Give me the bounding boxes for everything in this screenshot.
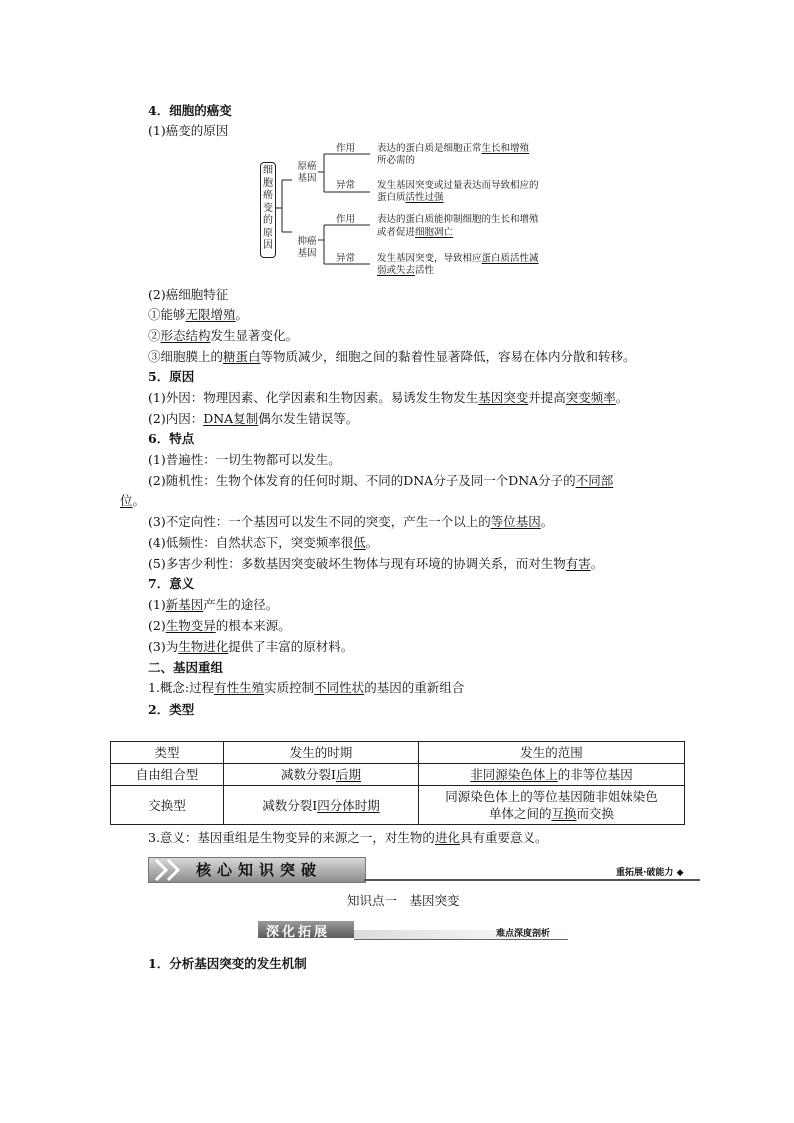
trait-universal: (1)普遍性：一切生物都可以发生。 [148, 452, 341, 467]
sub-banner-subtitle: 难点深度剖析 [496, 929, 551, 939]
table-row [111, 764, 685, 786]
trait-undirected: (3)不定向性：一个基因可以发生不同的突变，产生一个以上的等位基因。 [148, 514, 554, 529]
trait-random: (2)随机性：生物个体发育的任何时期、不同的DNA分子及同一个DNA分子的不同部 [148, 473, 614, 488]
feature-3: ③细胞膜上的糖蛋白等物质减少，细胞之间的黏着性显著降低，容易在体内分散和转移。 [148, 349, 636, 364]
proto-abnormal-text-2: 蛋白质活性过强 [377, 192, 444, 203]
recombination-types-table [110, 741, 685, 825]
cell-range: 同源染色体上的等位基因随非姐妹染色 单体之间的互换而交换 [419, 786, 685, 825]
section-6-title: 6．特点 [148, 431, 195, 446]
supp-role-text-2: 或者促进细胞凋亡 [377, 227, 454, 238]
supp-abnormal-label: 异常 [336, 253, 356, 264]
recomb-concept: 1.概念:过程有性生殖实质控制不同性状的基因的重新组合 [148, 680, 465, 695]
supp-abnormal-text: 发生基因突变，导致相应蛋白质活性减 [377, 253, 539, 264]
trait-low-frequency: (4)低频性：自然状态下，突变频率很低。 [148, 535, 379, 550]
section-4-title: 4．细胞的癌变 [148, 103, 232, 118]
feature-2: ②形态结构发生显著变化。 [148, 328, 299, 343]
table-row [111, 786, 685, 825]
analysis-title: 1．分析基因突变的发生机制 [148, 956, 307, 971]
cell-time: 减数分裂Ⅰ后期 [224, 764, 419, 786]
diamond-icon: ◆ [676, 868, 684, 878]
header-time: 发生的时期 [224, 742, 419, 764]
banner-title: 核心知识突破 [196, 861, 323, 879]
supp-role-text: 表达的蛋白质能抑制细胞的生长和增殖 [377, 214, 539, 225]
cell-time: 减数分裂Ⅰ四分体时期 [224, 786, 419, 825]
recomb-types-title: 2．类型 [148, 702, 195, 717]
section-7-title: 7．意义 [148, 576, 195, 591]
recomb-meaning: 3.意义：基因重组是生物变异的来源之一，对生物的进化具有重要意义。 [148, 830, 548, 845]
knowledge-point-title: 知识点一 基因突变 [347, 893, 460, 908]
tumor-suppressor-label: 抑癌基因 [297, 236, 317, 259]
trait-harmful: (5)多害少利性：多数基因突变破坏生物体与现有环境的协调关系，而对生物有害。 [148, 556, 604, 571]
proto-role-text-2: 所必需的 [377, 155, 416, 166]
s4-item-2: (2)癌细胞特征 [148, 287, 229, 302]
trait-random-cont: 位。 [120, 493, 146, 508]
banner-divider [364, 879, 700, 881]
part-2-title: 二、基因重组 [148, 660, 224, 675]
header-type: 类型 [111, 742, 224, 764]
cell-type: 交换型 [111, 786, 224, 825]
cause-external: (1)外因：物理因素、化学因素和生物因素。易诱发生物发生基因突变并提高突变频率。 [148, 390, 629, 405]
feature-1: ①能够无限增殖。 [148, 307, 249, 322]
proto-role-text: 表达的蛋白质是细胞正常生长和增殖 [377, 143, 530, 154]
meaning-1: (1)新基因产生的途径。 [148, 597, 279, 612]
cell-range: 非同源染色体上的非等位基因 [419, 764, 685, 786]
diagram-root-box: 细胞癌变的原因 [260, 162, 276, 258]
chevron-arrows-icon [152, 858, 192, 882]
cell-type: 自由组合型 [111, 764, 224, 786]
table-header-row [111, 742, 685, 764]
cause-internal: (2)内因：DNA复制偶尔发生错误等。 [148, 411, 359, 426]
proto-oncogene-label: 原癌基因 [297, 161, 317, 184]
header-range: 发生的范围 [419, 742, 685, 764]
banner-subtitle: 重拓展·破能力 ◆ [616, 868, 684, 878]
supp-role-label: 作用 [336, 214, 356, 225]
sub-banner-title: 深化拓展 [266, 925, 331, 940]
meaning-2: (2)生物变异的根本来源。 [148, 618, 291, 633]
proto-role-label: 作用 [336, 143, 356, 154]
s4-item-1: (1)癌变的原因 [148, 123, 229, 138]
proto-abnormal-text: 发生基因突变或过量表达而导致相应的 [377, 180, 539, 191]
section-5-title: 5．原因 [148, 369, 195, 384]
supp-abnormal-text-2: 弱或失去活性 [377, 265, 435, 276]
proto-abnormal-label: 异常 [336, 180, 356, 191]
meaning-3: (3)为生物进化提供了丰富的原材料。 [148, 639, 354, 654]
